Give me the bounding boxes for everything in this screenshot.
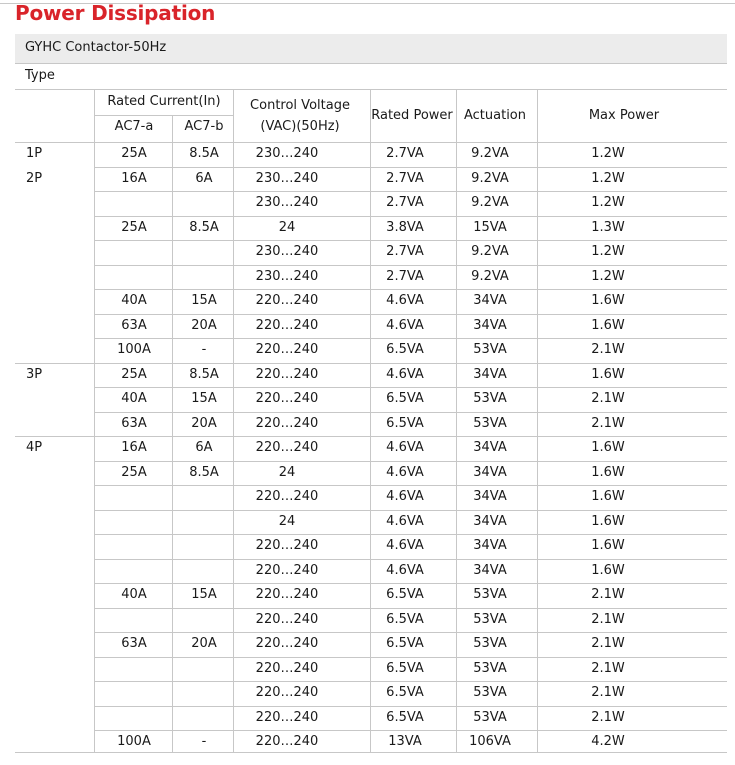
header-rated-power: Rated Power [371,108,453,123]
rule-row [94,265,727,266]
cell-act: 34VA [473,563,507,578]
cell-voltage: 230…240 [255,146,319,161]
column-divider [233,89,234,752]
cell-voltage: 24 [278,514,296,529]
cell-max: 2.1W [591,391,625,406]
cell-max: 2.1W [591,710,625,725]
cell-voltage: 220…240 [255,710,319,725]
header-actuation: Actuation [463,108,527,123]
cell-voltage: 220…240 [255,440,319,455]
cell-ac7a: 40A [121,391,147,406]
rule-row [94,289,727,290]
cell-ac7b: 6A [195,171,213,186]
cell-ac7b: 8.5A [189,367,219,382]
cell-max: 1.6W [591,293,625,308]
cell-voltage: 220…240 [255,538,319,553]
cell-rated: 3.8VA [386,220,424,235]
cell-max: 1.6W [591,514,625,529]
cell-voltage: 220…240 [255,612,319,627]
column-divider [456,89,457,752]
cell-act: 15VA [473,220,507,235]
cell-act: 34VA [473,489,507,504]
cell-type: 2P [26,171,43,186]
cell-rated: 4.6VA [386,318,424,333]
cell-max: 2.1W [591,416,625,431]
cell-max: 2.1W [591,661,625,676]
rule-row [94,412,727,413]
cell-voltage: 220…240 [255,391,319,406]
rule-row [94,191,727,192]
column-divider [94,89,95,752]
cell-act: 53VA [473,685,507,700]
cell-max: 4.2W [591,734,625,749]
cell-act: 9.2VA [471,171,509,186]
cell-act: 53VA [473,636,507,651]
rule-group-separator [15,436,727,437]
header-control-voltage-unit: (VAC)(50Hz) [260,119,340,134]
cell-max: 2.1W [591,612,625,627]
header-max-power: Max Power [588,108,660,123]
rule-row [94,485,727,486]
cell-ac7a: 63A [121,318,147,333]
cell-type: 1P [26,146,43,161]
cell-voltage: 220…240 [255,587,319,602]
cell-max: 2.1W [591,685,625,700]
cell-rated: 13VA [388,734,422,749]
cell-ac7b: 15A [191,587,217,602]
cell-rated: 6.5VA [386,416,424,431]
cell-max: 1.2W [591,195,625,210]
cell-voltage: 220…240 [255,489,319,504]
rule-row [94,338,727,339]
cell-act: 53VA [473,391,507,406]
cell-act: 34VA [473,293,507,308]
cell-max: 1.6W [591,563,625,578]
rule-row [94,681,727,682]
cell-act: 106VA [469,734,511,749]
cell-max: 1.2W [591,244,625,259]
cell-act: 9.2VA [471,146,509,161]
cell-voltage: 24 [278,220,296,235]
rule-row [94,240,727,241]
cell-act: 34VA [473,465,507,480]
header-ac7a: AC7-a [114,119,154,134]
cell-rated: 6.5VA [386,710,424,725]
cell-rated: 2.7VA [386,244,424,259]
cell-ac7a: 63A [121,636,147,651]
cell-rated: 6.5VA [386,636,424,651]
cell-voltage: 220…240 [255,293,319,308]
header-control-voltage: Control Voltage [250,98,350,113]
cell-max: 2.1W [591,636,625,651]
cell-max: 1.6W [591,440,625,455]
cell-act: 34VA [473,318,507,333]
cell-act: 53VA [473,587,507,602]
cell-ac7b: 8.5A [189,465,219,480]
column-divider [172,115,173,752]
rule-header-bottom [15,142,727,143]
cell-ac7b: - [201,342,207,357]
cell-act: 9.2VA [471,269,509,284]
cell-ac7a: 100A [117,342,151,357]
cell-act: 53VA [473,416,507,431]
cell-rated: 4.6VA [386,538,424,553]
cell-max: 2.1W [591,587,625,602]
cell-voltage: 24 [278,465,296,480]
cell-rated: 4.6VA [386,293,424,308]
column-divider [370,89,371,752]
cell-max: 1.6W [591,367,625,382]
rule-header-top [15,89,727,90]
cell-ac7b: 15A [191,391,217,406]
cell-voltage: 220…240 [255,367,319,382]
rule-row [94,657,727,658]
cell-rated: 2.7VA [386,269,424,284]
cell-rated: 2.7VA [386,146,424,161]
column-divider [537,89,538,752]
cell-ac7b: 6A [195,440,213,455]
cell-ac7b: 20A [191,318,217,333]
cell-rated: 4.6VA [386,367,424,382]
cell-ac7a: 16A [121,171,147,186]
cell-type: 4P [26,440,43,455]
rule-table-bottom [15,752,727,753]
rule-row [94,314,727,315]
cell-ac7b: - [201,734,207,749]
cell-max: 1.6W [591,318,625,333]
rule-header-mid [94,115,233,116]
cell-voltage: 220…240 [255,318,319,333]
cell-ac7a: 100A [117,734,151,749]
cell-rated: 6.5VA [386,391,424,406]
cell-ac7b: 8.5A [189,146,219,161]
cell-act: 9.2VA [471,195,509,210]
cell-act: 53VA [473,342,507,357]
cell-rated: 2.7VA [386,195,424,210]
rule-row [94,167,727,168]
header-ac7b: AC7-b [184,119,224,134]
type-label: Type [25,68,55,83]
cell-max: 1.6W [591,489,625,504]
cell-rated: 4.6VA [386,489,424,504]
cell-voltage: 230…240 [255,171,319,186]
rule-row [94,583,727,584]
cell-voltage: 230…240 [255,244,319,259]
cell-rated: 6.5VA [386,661,424,676]
cell-rated: 2.7VA [386,171,424,186]
rule-row [94,534,727,535]
cell-voltage: 220…240 [255,636,319,651]
cell-max: 1.2W [591,146,625,161]
cell-rated: 4.6VA [386,440,424,455]
cell-voltage: 220…240 [255,416,319,431]
cell-voltage: 230…240 [255,269,319,284]
rule-row [94,510,727,511]
cell-rated: 4.6VA [386,465,424,480]
cell-act: 53VA [473,661,507,676]
cell-act: 34VA [473,367,507,382]
rule-group-separator [15,363,727,364]
cell-rated: 4.6VA [386,563,424,578]
rule-below-subtitle [15,63,727,64]
cell-voltage: 220…240 [255,685,319,700]
cell-max: 1.3W [591,220,625,235]
cell-rated: 6.5VA [386,612,424,627]
cell-max: 2.1W [591,342,625,357]
rule-row [94,216,727,217]
cell-act: 53VA [473,612,507,627]
cell-max: 1.2W [591,171,625,186]
page-title: Power Dissipation [15,1,216,25]
cell-ac7b: 15A [191,293,217,308]
cell-rated: 6.5VA [386,342,424,357]
cell-voltage: 220…240 [255,661,319,676]
cell-ac7a: 25A [121,367,147,382]
cell-ac7a: 25A [121,220,147,235]
rule-row [94,730,727,731]
cell-ac7a: 25A [121,465,147,480]
cell-max: 1.6W [591,538,625,553]
cell-ac7b: 20A [191,416,217,431]
cell-act: 9.2VA [471,244,509,259]
cell-ac7b: 8.5A [189,220,219,235]
cell-rated: 4.6VA [386,514,424,529]
cell-act: 34VA [473,440,507,455]
rule-row [94,608,727,609]
cell-voltage: 220…240 [255,563,319,578]
cell-max: 1.2W [591,269,625,284]
rule-row [94,461,727,462]
cell-ac7a: 63A [121,416,147,431]
cell-max: 1.6W [591,465,625,480]
cell-act: 53VA [473,710,507,725]
cell-ac7b: 20A [191,636,217,651]
cell-ac7a: 16A [121,440,147,455]
product-subtitle: GYHC Contactor-50Hz [25,40,167,55]
rule-row [94,387,727,388]
cell-rated: 6.5VA [386,685,424,700]
cell-act: 34VA [473,514,507,529]
cell-ac7a: 40A [121,587,147,602]
cell-rated: 6.5VA [386,587,424,602]
rule-row [94,706,727,707]
cell-voltage: 220…240 [255,734,319,749]
rule-row [94,559,727,560]
cell-voltage: 220…240 [255,342,319,357]
rule-row [94,632,727,633]
cell-ac7a: 25A [121,146,147,161]
cell-act: 34VA [473,538,507,553]
cell-ac7a: 40A [121,293,147,308]
header-rated-current: Rated Current(In) [107,94,221,109]
cell-type: 3P [26,367,43,382]
cell-voltage: 230…240 [255,195,319,210]
